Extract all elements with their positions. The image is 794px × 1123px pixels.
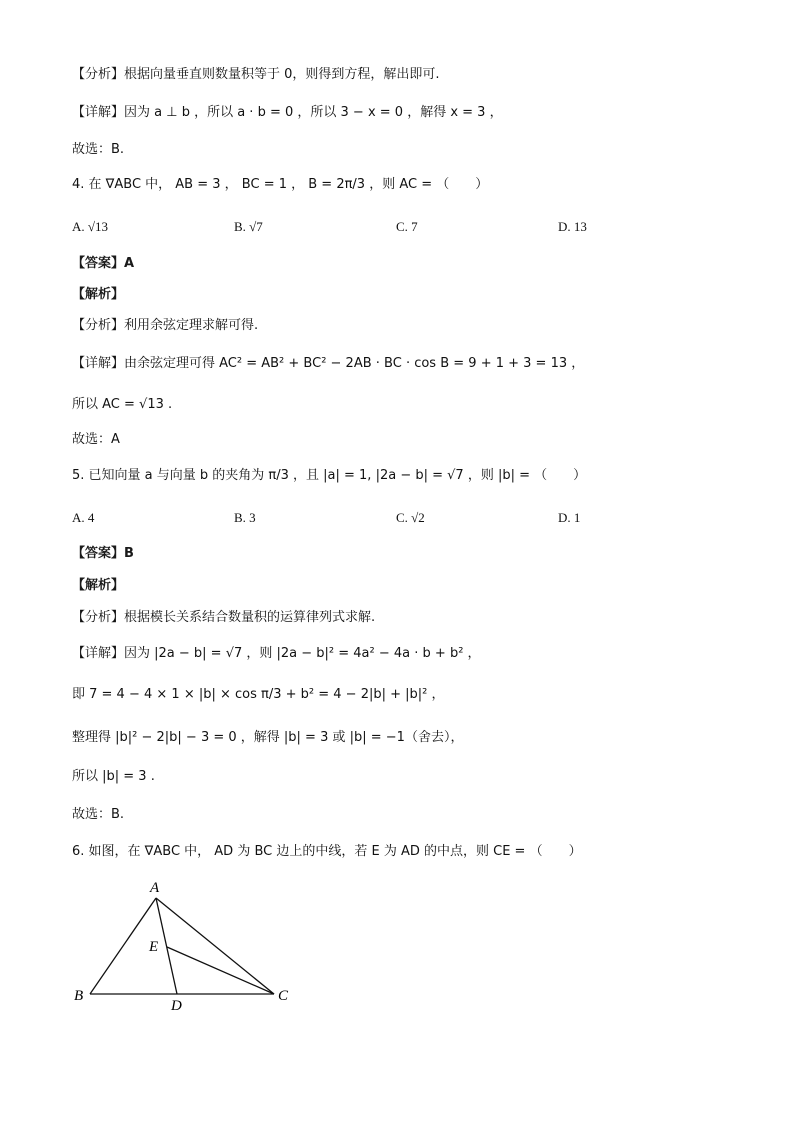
q5-option-b: B. 3 (234, 510, 256, 525)
q4-conclusion: 所以 AC = √13 . (72, 397, 173, 412)
q6-stem: 6. 如图，在 ∇ABC 中， AD 为 BC 边上的中线，若 E 为 AD 的中点，则 CE = （ ） (72, 844, 582, 859)
label-c: C (278, 988, 289, 1004)
q5-analysis: 【分析】根据模长关系结合数量积的运算律列式求解. (72, 610, 376, 625)
q3-choice: 故选：B. (72, 142, 125, 157)
q5-step2: 即 7 = 4 − 4 × 1 × |b| × cos π/3 + b² = 4 − 2|b| + |b|² ， (72, 687, 445, 702)
segment-ec (167, 947, 274, 994)
label-b: B (74, 988, 84, 1004)
q5-detail: 【详解】因为 |2a − b| = √7 ，则 |2a − b|² = 4a² − 4a · b + b² ， (72, 646, 481, 661)
q3-detail: 【详解】因为 a ⊥ b ，所以 a · b = 0 ，所以 3 − x = 0 ，解得 x = 3 ， (72, 105, 503, 120)
q5-option-c: C. √2 (396, 510, 425, 525)
q4-jiexi-heading: 【解析】 (72, 287, 125, 302)
q3-analysis: 【分析】根据向量垂直则数量积等于 0，则得到方程，解出即可. (72, 67, 440, 82)
q4-option-d: D. 13 (558, 219, 587, 234)
q4-analysis: 【分析】利用余弦定理求解可得. (72, 318, 259, 333)
triangle-figure (66, 874, 306, 1014)
q5-stem: 5. 已知向量 a 与向量 b 的夹角为 π/3 ，且 |a| = 1, |2a − b| = √7 ，则 |b| = （ ） (72, 468, 587, 483)
q4-choice: 故选：A (72, 432, 120, 447)
q5-option-a: A. 4 (72, 510, 95, 525)
q4-detail: 【详解】由余弦定理可得 AC² = AB² + BC² − 2AB · BC · cos B = 9 + 1 + 3 = 13 ， (72, 356, 585, 371)
q5-choice: 故选：B. (72, 807, 125, 822)
q4-option-b: B. √7 (234, 219, 263, 234)
q5-step3: 整理得 |b|² − 2|b| − 3 = 0 ，解得 |b| = 3 或 |b| = −1（舍去）， (72, 730, 464, 745)
q4-stem: 4. 在 ∇ABC 中， AB = 3 ， BC = 1 ， B = 2π/3 ，则 AC = （ ） (72, 177, 489, 192)
q4-option-c: C. 7 (396, 219, 418, 234)
q5-option-d: D. 1 (558, 510, 581, 525)
segment-ab (90, 898, 159, 994)
q4-option-a: A. √13 (72, 219, 109, 234)
q5-conclusion: 所以 |b| = 3 . (72, 769, 155, 784)
q5-answer: 【答案】B (72, 546, 134, 561)
label-d: D (171, 998, 182, 1014)
q4-answer: 【答案】A (72, 256, 135, 271)
label-e: E (149, 939, 159, 955)
q5-jiexi-heading: 【解析】 (72, 578, 125, 593)
label-a: A (150, 880, 160, 896)
